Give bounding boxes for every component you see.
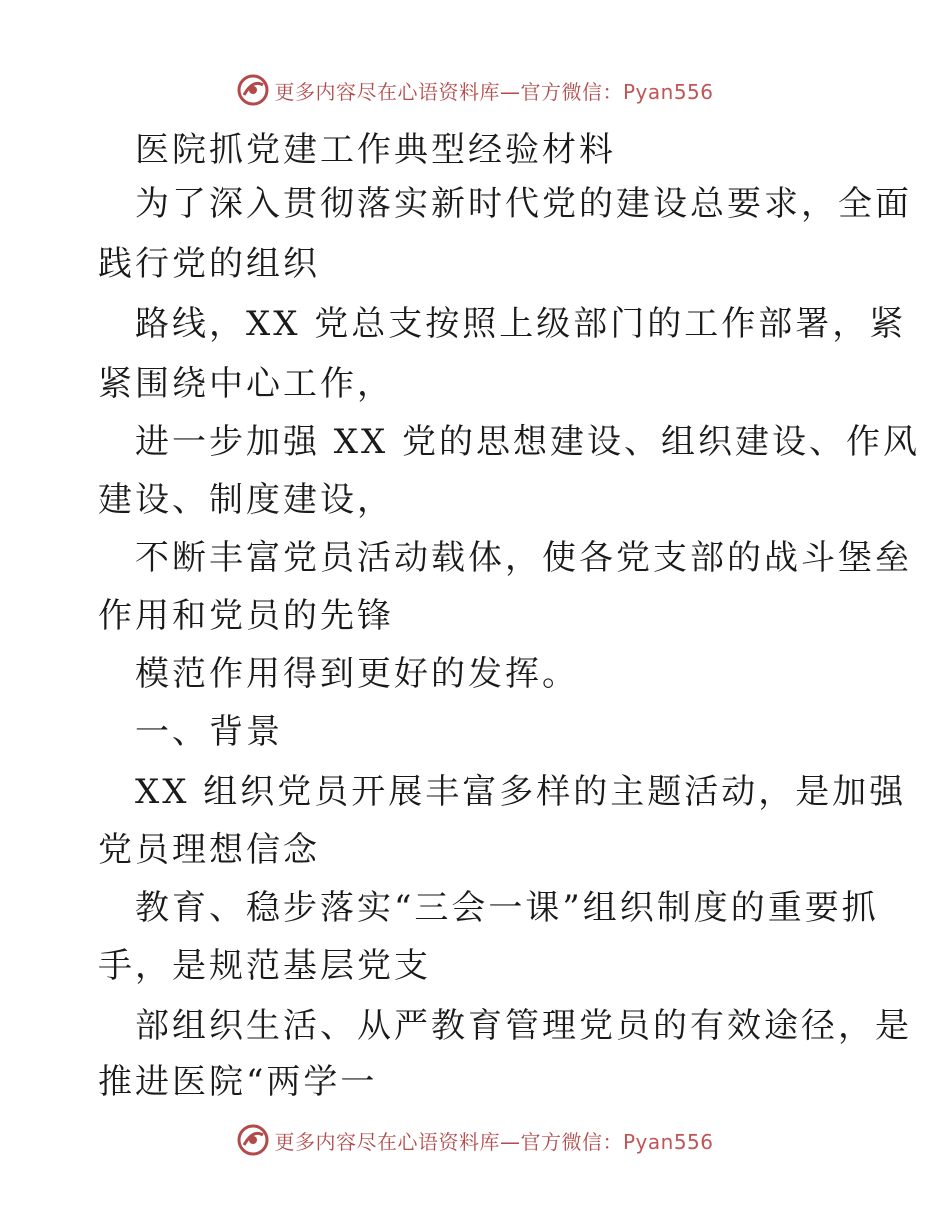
paragraph-line: 手，是规范基层党支	[98, 946, 431, 986]
section-heading: 一、背景	[135, 712, 283, 752]
paragraph-line: 建设、制度建设，	[98, 480, 394, 520]
logo-icon	[236, 73, 270, 107]
paragraph-line: 教育、稳步落实“三会一课”组织制度的重要抓	[135, 888, 879, 928]
paragraph-line: 践行党的组织	[98, 244, 320, 284]
paragraph-line: XX 组织党员开展丰富多样的主题活动，是加强	[135, 772, 907, 812]
paragraph-line: 党员理想信念	[98, 830, 320, 870]
watermark-text: 更多内容尽在心语资料库—官方微信：Pyan556	[274, 79, 714, 104]
document-title: 医院抓党建工作典型经验材料	[135, 130, 616, 170]
paragraph-line: 推进医院“两学一	[98, 1062, 378, 1102]
paragraph-line: 紧围绕中心工作，	[98, 364, 394, 404]
paragraph-line: 进一步加强 XX 党的思想建设、组织建设、作风	[135, 422, 921, 462]
paragraph-line: 部组织生活、从严教育管理党员的有效途径，是	[135, 1006, 912, 1046]
logo-icon	[236, 1123, 270, 1157]
paragraph-line: 不断丰富党员活动载体，使各党支部的战斗堡垒	[135, 538, 912, 578]
watermark-text: 更多内容尽在心语资料库—官方微信：Pyan556	[274, 1129, 714, 1154]
paragraph-line: 模范作用得到更好的发挥。	[135, 654, 579, 694]
watermark-banner-top	[0, 70, 950, 110]
watermark-banner-bottom	[0, 1120, 950, 1160]
paragraph-line: 作用和党员的先锋	[98, 596, 394, 636]
paragraph-line: 为了深入贯彻落实新时代党的建设总要求，全面	[135, 184, 912, 224]
paragraph-line: 路线，XX 党总支按照上级部门的工作部署，紧	[135, 304, 907, 344]
